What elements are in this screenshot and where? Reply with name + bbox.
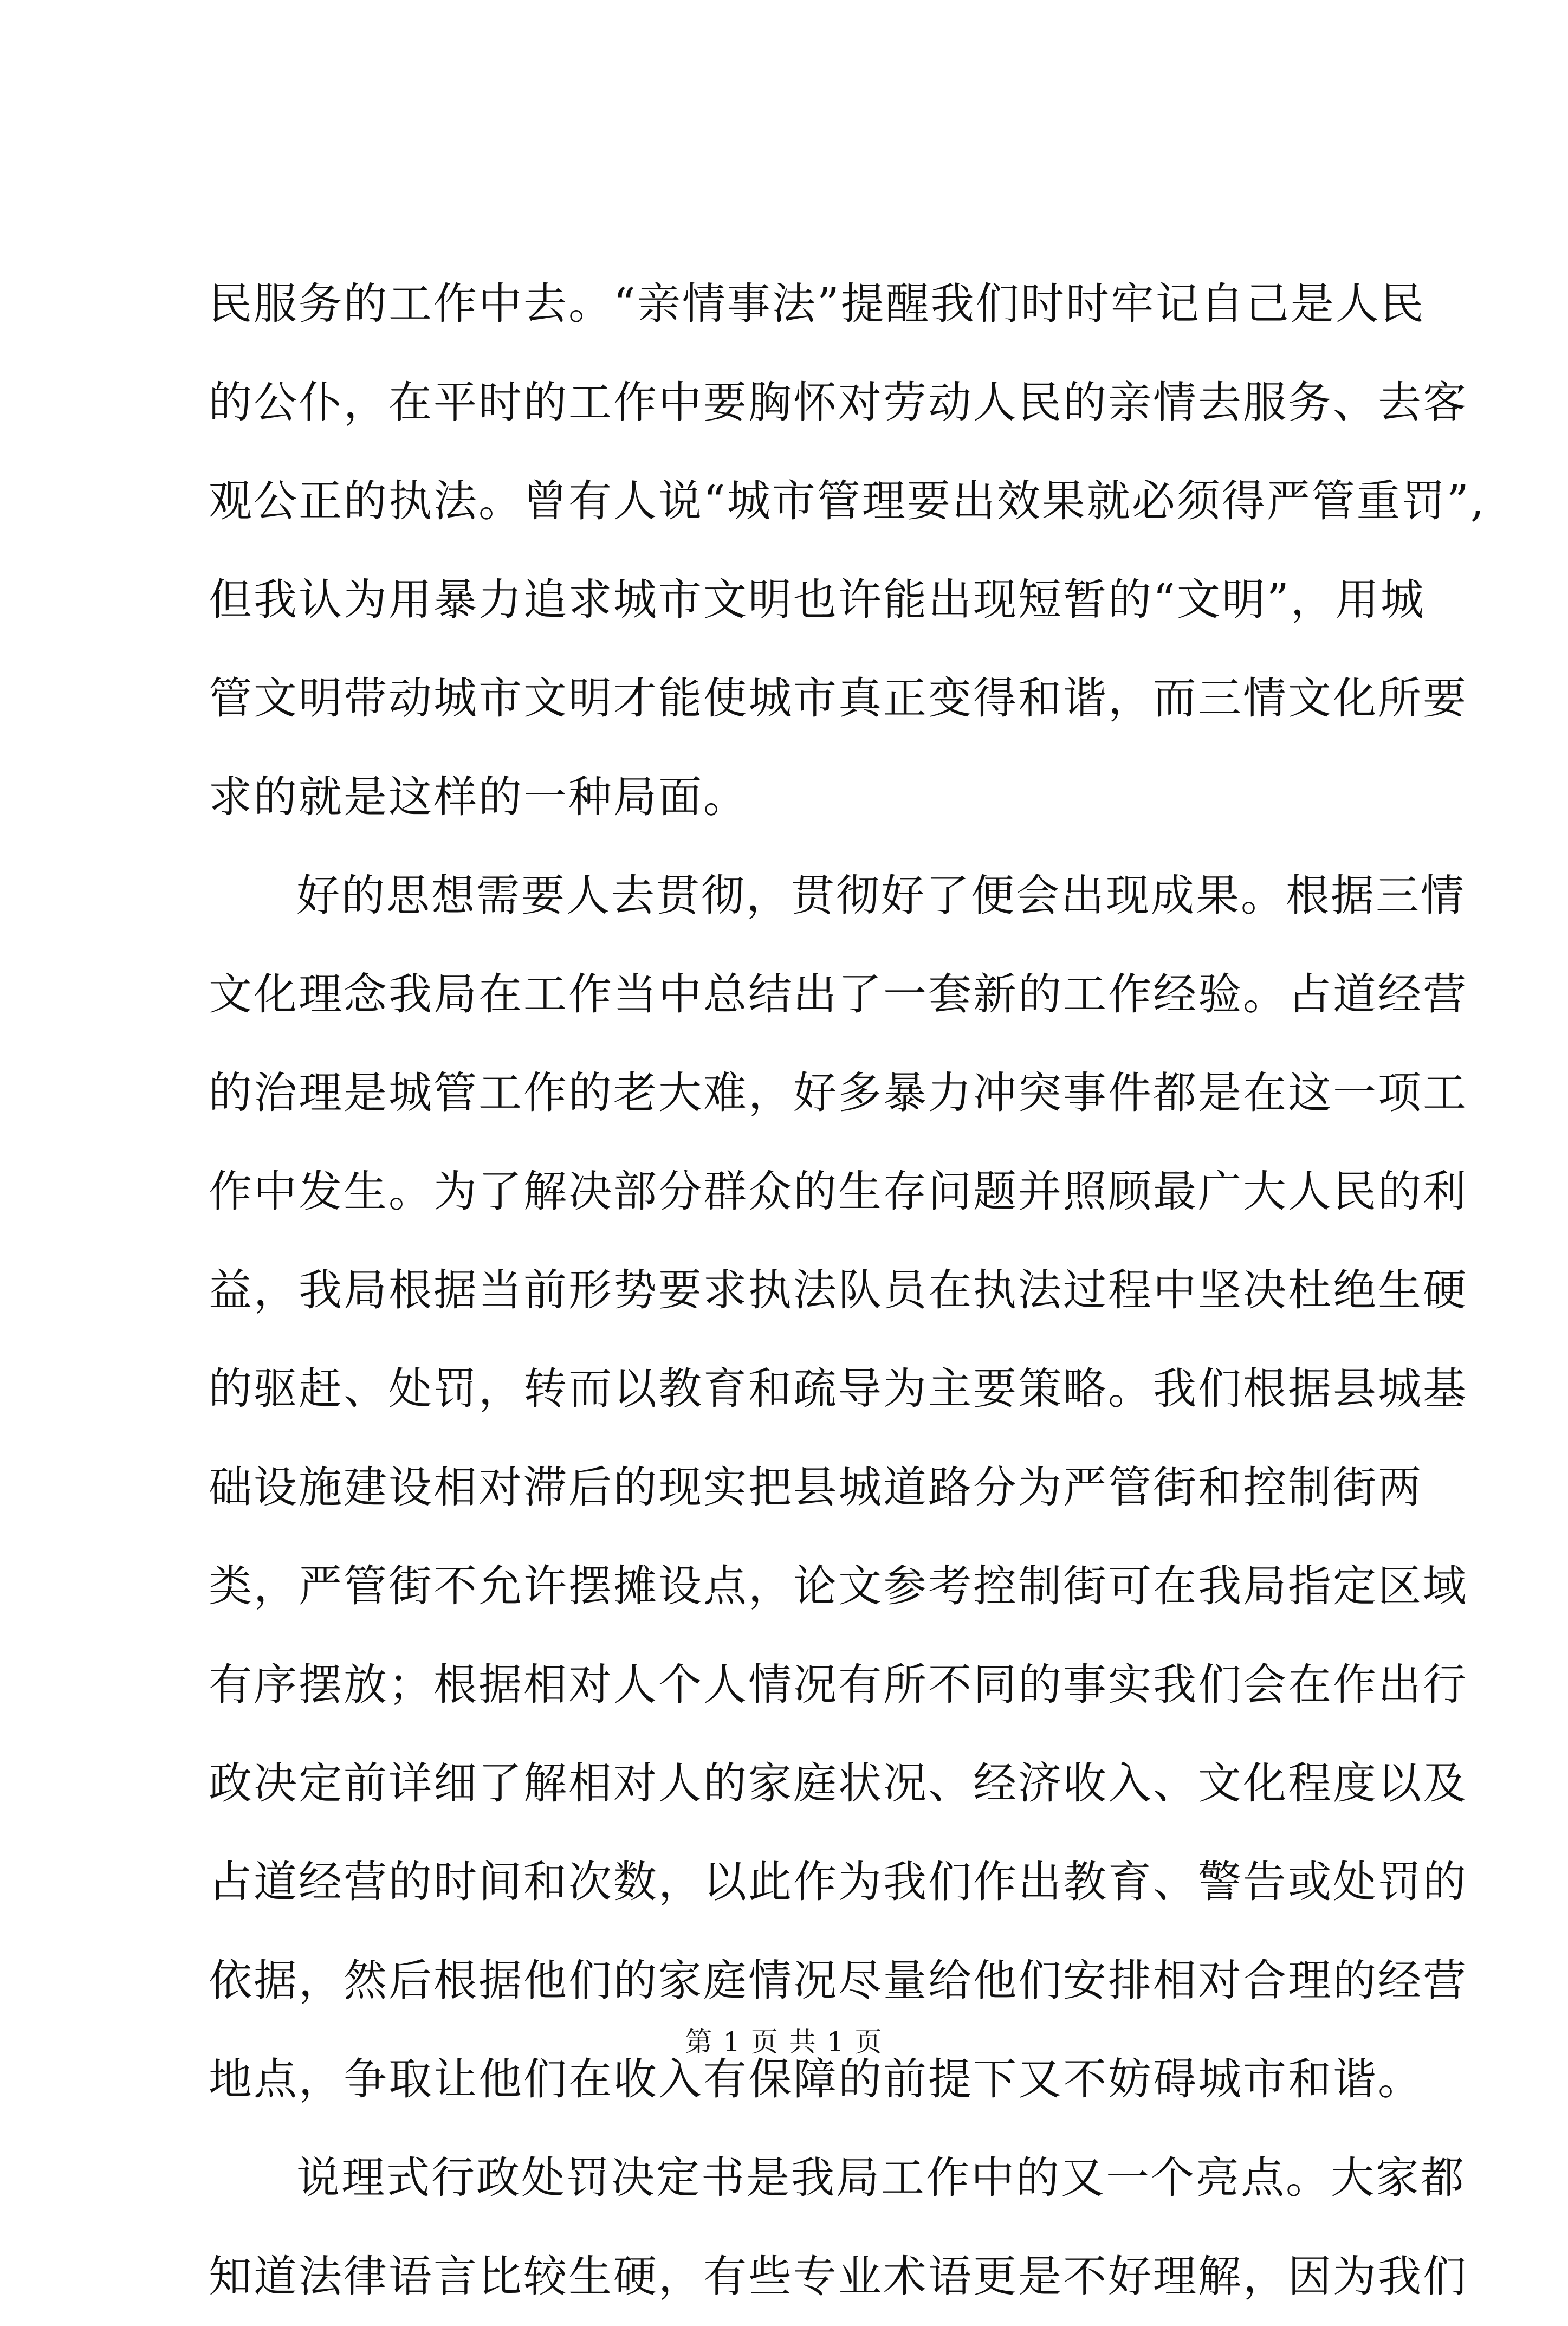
- page-footer: 第 1 页 共 1 页: [685, 2026, 883, 2058]
- text-line: 占道经营的时间和次数，以此作为我们作出教育、警告或处罚的: [209, 1857, 1468, 1907]
- text-line: 地点，争取让他们在收入有保障的前提下又不妨碍城市和谐。: [209, 2054, 1423, 2104]
- text-line: 的驱赶、处罚，转而以教育和疏导为主要策略。我们根据县城基: [209, 1364, 1468, 1414]
- text-line: 益，我局根据当前形势要求执法队员在执法过程中坚决杜绝生硬: [209, 1265, 1468, 1315]
- text-line: 好的思想需要人去贯彻，贯彻好了便会出现成果。根据三情: [296, 870, 1466, 921]
- text-line: 的治理是城管工作的老大难，好多暴力冲突事件都是在这一项工: [209, 1068, 1468, 1118]
- text-line: 作中发生。为了解决部分群众的生存问题并照顾最广大人民的利: [209, 1166, 1468, 1217]
- text-line: 的公仆，在平时的工作中要胸怀对劳动人民的亲情去服务、去客: [209, 377, 1468, 428]
- text-line: 说理式行政处罚决定书是我局工作中的又一个亮点。大家都: [296, 2153, 1466, 2203]
- text-line: 求的就是这样的一种局面。: [209, 772, 748, 822]
- text-line: 民服务的工作中去。“亲情事法”提醒我们时时牢记自己是人民: [209, 279, 1426, 329]
- text-line: 但我认为用暴力追求城市文明也许能出现短暂的“文明”，用城: [209, 574, 1426, 625]
- body-text: [209, 255, 1486, 2326]
- text-line: 观公正的执法。曾有人说“城市管理要出效果就必须得严管重罚”,: [209, 476, 1486, 526]
- text-line: 知道法律语言比较生硬，有些专业术语更是不好理解，因为我们: [209, 2251, 1468, 2302]
- text-line: 文化理念我局在工作当中总结出了一套新的工作经验。占道经营: [209, 969, 1468, 1019]
- text-line: 依据，然后根据他们的家庭情况尽量给他们安排相对合理的经营: [209, 1955, 1468, 2006]
- text-line: 类，严管街不允许摆摊设点，论文参考控制街可在我局指定区域: [209, 1561, 1468, 1611]
- text-line: 管文明带动城市文明才能使城市真正变得和谐，而三情文化所要: [209, 673, 1468, 723]
- text-line: 有序摆放；根据相对人个人情况有所不同的事实我们会在作出行: [209, 1659, 1468, 1710]
- text-line: 础设施建设相对滞后的现实把县城道路分为严管街和控制街两: [209, 1462, 1423, 1513]
- text-line: 政决定前详细了解相对人的家庭状况、经济收入、文化程度以及: [209, 1758, 1468, 1808]
